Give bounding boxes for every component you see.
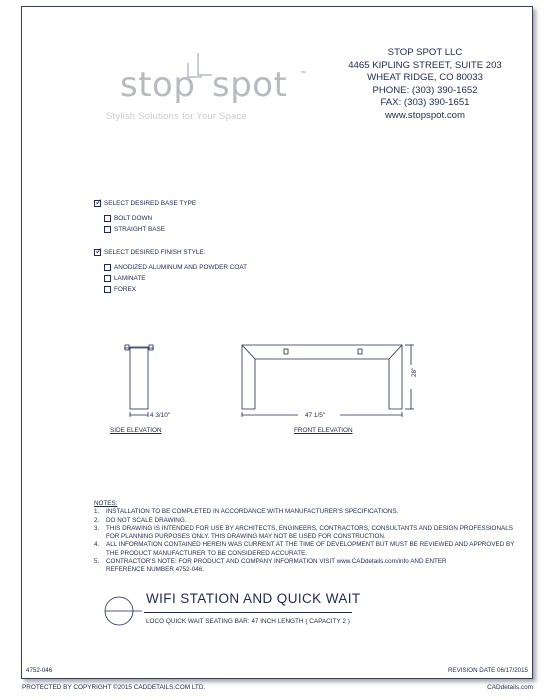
front-width-dimension: 47 1/5": [305, 412, 326, 419]
elevation-drawings: [22, 7, 532, 447]
note-text: INSTALLATION TO BE COMPLETED IN ACCORDANCE WITH MANUFACTURER'S SPECIFICATIONS.: [106, 508, 399, 516]
logo-word-stop: stop: [120, 65, 196, 105]
option-straight-base-label: STRAIGHT BASE: [114, 226, 166, 233]
note-line: [94, 517, 524, 525]
note-text: DO NOT SCALE DRAWING.: [106, 516, 187, 524]
company-street: 4465 KIPLING STREET, SUITE 203: [348, 59, 502, 71]
company-phone: PHONE: (303) 390-1652: [372, 84, 478, 96]
option-bolt-down-label: BOLT DOWN: [114, 215, 153, 222]
notes-title: NOTES:: [94, 500, 118, 507]
company-website[interactable]: www.stopspot.com: [385, 109, 465, 121]
company-fax: FAX: (303) 390-1651: [380, 97, 470, 109]
note-line: [94, 566, 524, 574]
note-line: [94, 508, 524, 516]
title-circle-icon: [96, 596, 142, 626]
note-text: FOR PLANNING PURPOSES ONLY. THIS DRAWING MAY NOT BE USED FOR CONSTRUCTION.: [106, 533, 386, 541]
title-divider: [144, 612, 352, 613]
note-number: 2.: [94, 516, 100, 524]
side-elevation-drawing: [124, 345, 154, 417]
check-icon: ✓: [95, 246, 103, 256]
side-depth-dimension: 4 3/10": [150, 412, 171, 419]
notes-section: [94, 500, 524, 575]
copyright-notice: PROTECTED BY COPYRIGHT ©2015 CADDETAILS.COM LTD.: [22, 684, 206, 691]
front-elevation-drawing: [242, 345, 414, 417]
drawing-sheet: [21, 6, 533, 679]
note-text: REFERENCE NUMBER 4752-046.: [106, 566, 204, 574]
note-text: THIS DRAWING IS INTENDED FOR USE BY ARCHITECTS, ENGINEERS, CONTRACTORS, CONSULTANTS AND DESIGN PROFESSIONALS: [106, 524, 513, 532]
drawing-title: WIFI STATION AND QUICK WAIT: [146, 591, 361, 606]
logo-tagline: Stylish Solutions for Your Space: [106, 111, 248, 122]
company-name: STOP SPOT LLC: [387, 47, 463, 58]
front-height-dimension: 28": [411, 367, 418, 377]
side-elevation-label: SIDE ELEVATION: [110, 427, 162, 434]
note-number: 3.: [94, 524, 100, 532]
notes-list: [94, 508, 524, 574]
note-number: 5.: [94, 558, 100, 566]
company-city: WHEAT RIDGE, CO 80033: [367, 72, 483, 84]
option-laminate-label: LAMINATE: [114, 275, 146, 282]
note-line: [94, 533, 524, 541]
note-line: [94, 550, 524, 558]
note-line: [94, 541, 524, 549]
drawing-subtitle: LOCO QUICK WAIT SEATING BAR: 47 INCH LENGTH ( CAPACITY 2 ): [146, 618, 350, 625]
note-text: CONTRACTOR'S NOTE: FOR PRODUCT AND COMPANY INFORMATION VISIT www.CADdetails.com/info AND ENTER: [106, 558, 447, 566]
check-icon: ✓: [95, 197, 103, 207]
base-type-heading-label: SELECT DESIRED BASE TYPE: [104, 200, 197, 207]
revision-date: REVISION DATE 06/17/2015: [447, 667, 528, 674]
note-line: [94, 525, 524, 533]
finish-style-heading-label: SELECT DESIRED FINISH STYLE:: [104, 249, 206, 256]
note-text: ALL INFORMATION CONTAINED HEREIN WAS CURRENT AT THE TIME OF DEVELOPMENT BUT MUST BE REVIEWED AND APPROVED BY: [106, 541, 515, 549]
note-line: [94, 558, 524, 566]
logo-trademark: ™: [300, 71, 306, 77]
note-text: THE PRODUCT MANUFACTURER TO BE CONSIDERED ACCURATE.: [106, 549, 308, 557]
option-forex-label: FOREX: [114, 286, 137, 293]
note-number: 1.: [94, 508, 100, 516]
drawing-number: 4752-046: [26, 667, 53, 674]
logo-word-spot: spot: [212, 65, 288, 105]
caddetails-link[interactable]: CADdetails.com: [487, 684, 533, 691]
front-elevation-label: FRONT ELEVATION: [294, 427, 353, 434]
note-number: 4.: [94, 541, 100, 549]
option-anodized-label: ANODIZED ALUMINUM AND POWDER COAT: [114, 264, 248, 271]
